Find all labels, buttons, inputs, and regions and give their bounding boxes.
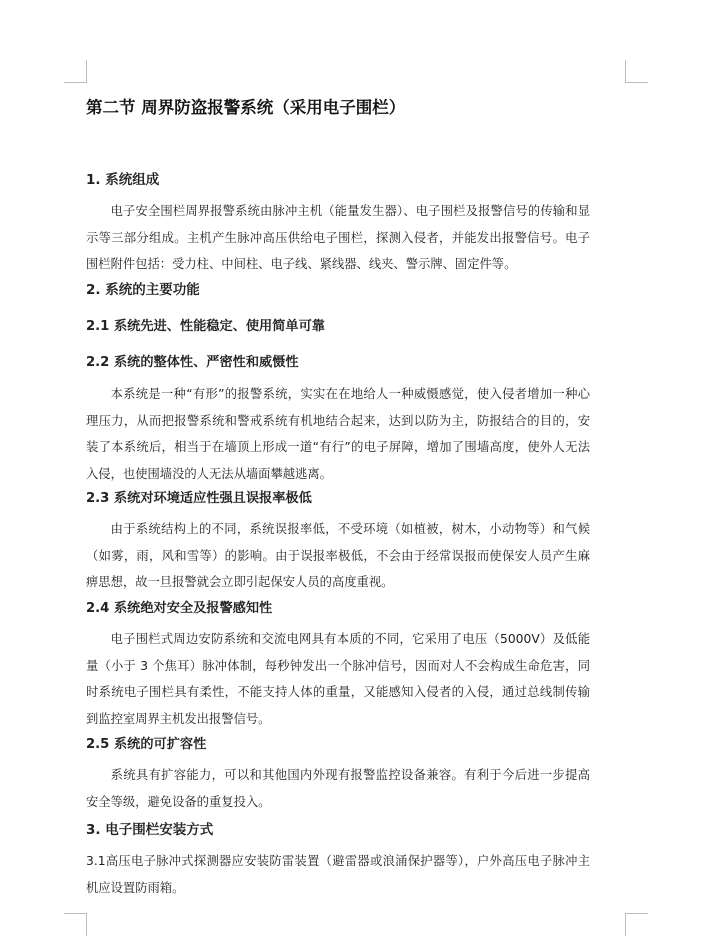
heading-2-5: 2.5 系统的可扩容性	[86, 737, 207, 752]
paragraph-2-4: 电子围栏式周边安防系统和交流电网具有本质的不同，它采用了电压（5000V）及低能量（小于 3 个焦耳）脉冲体制，每秒钟发出一个脉冲信号，因而对人不会构成生命危害，同时系统电子围栏具有柔性，不能支持人体的重量，又能感知入侵者的入侵，通过总线制传输到监控室周界主机发出报警信号。	[86, 632, 590, 726]
paragraph-2-5: 系统具有扩容能力，可以和其他国内外现有报警监控设备兼容。有利于今后进一步提高安全等级，避免设备的重复投入。	[86, 768, 590, 809]
heading-2-2: 2.2 系统的整体性、严密性和威慑性	[86, 355, 299, 370]
page-corner-mark-top-right	[625, 60, 648, 83]
paragraph-2-3: 由于系统结构上的不同，系统误报率低，不受环境（如植被，树木，小动物等）和气候（如雾，雨，风和雪等）的影响。由于误报率极低，不会由于经常误报而使保安人员产生麻痹思想，故一旦报警就会立即引起保安人员的高度重视。	[86, 522, 590, 589]
heading-2-main-functions: 2. 系统的主要功能	[86, 282, 200, 298]
paragraph-system-composition: 电子安全围栏周界报警系统由脉冲主机（能量发生器）、电子围栏及报警信号的传输和显示等三部分组成。主机产生脉冲高压供给电子围栏，探测入侵者，并能发出报警信号。电子围栏附件包括：受力柱、中间柱、电子线、紧线器、线夹、警示牌、固定件等。	[86, 204, 590, 271]
paragraph-3-1: 3.1高压电子脉冲式探测器应安装防雷装置（避雷器或浪涌保护器等），户外高压电子脉冲主机应设置防雨箱。	[86, 854, 590, 895]
paragraph-2-2: 本系统是一种“有形”的报警系统，实实在在地给人一种威慑感觉，使入侵者增加一种心理压力，从而把报警系统和警戒系统有机地结合起来，达到以防为主，防报结合的目的，安装了本系统后，相当于在墙顶上形成一道“有行”的电子屏障，增加了围墙高度，使外人无法入侵，也使围墙没的人无法从墙面攀越逃离。	[86, 387, 590, 481]
heading-2-3: 2.3 系统对环境适应性强且误报率极低	[86, 491, 312, 506]
heading-2-4: 2.4 系统绝对安全及报警感知性	[86, 601, 273, 616]
page-corner-mark-top-left	[64, 60, 87, 83]
heading-2-1: 2.1 系统先进、性能稳定、使用简单可靠	[86, 319, 325, 334]
section-title: 第二节 周界防盗报警系统（采用电子围栏）	[86, 98, 406, 117]
heading-1-system-composition: 1. 系统组成	[86, 172, 160, 188]
heading-3-installation: 3. 电子围栏安装方式	[86, 822, 214, 838]
